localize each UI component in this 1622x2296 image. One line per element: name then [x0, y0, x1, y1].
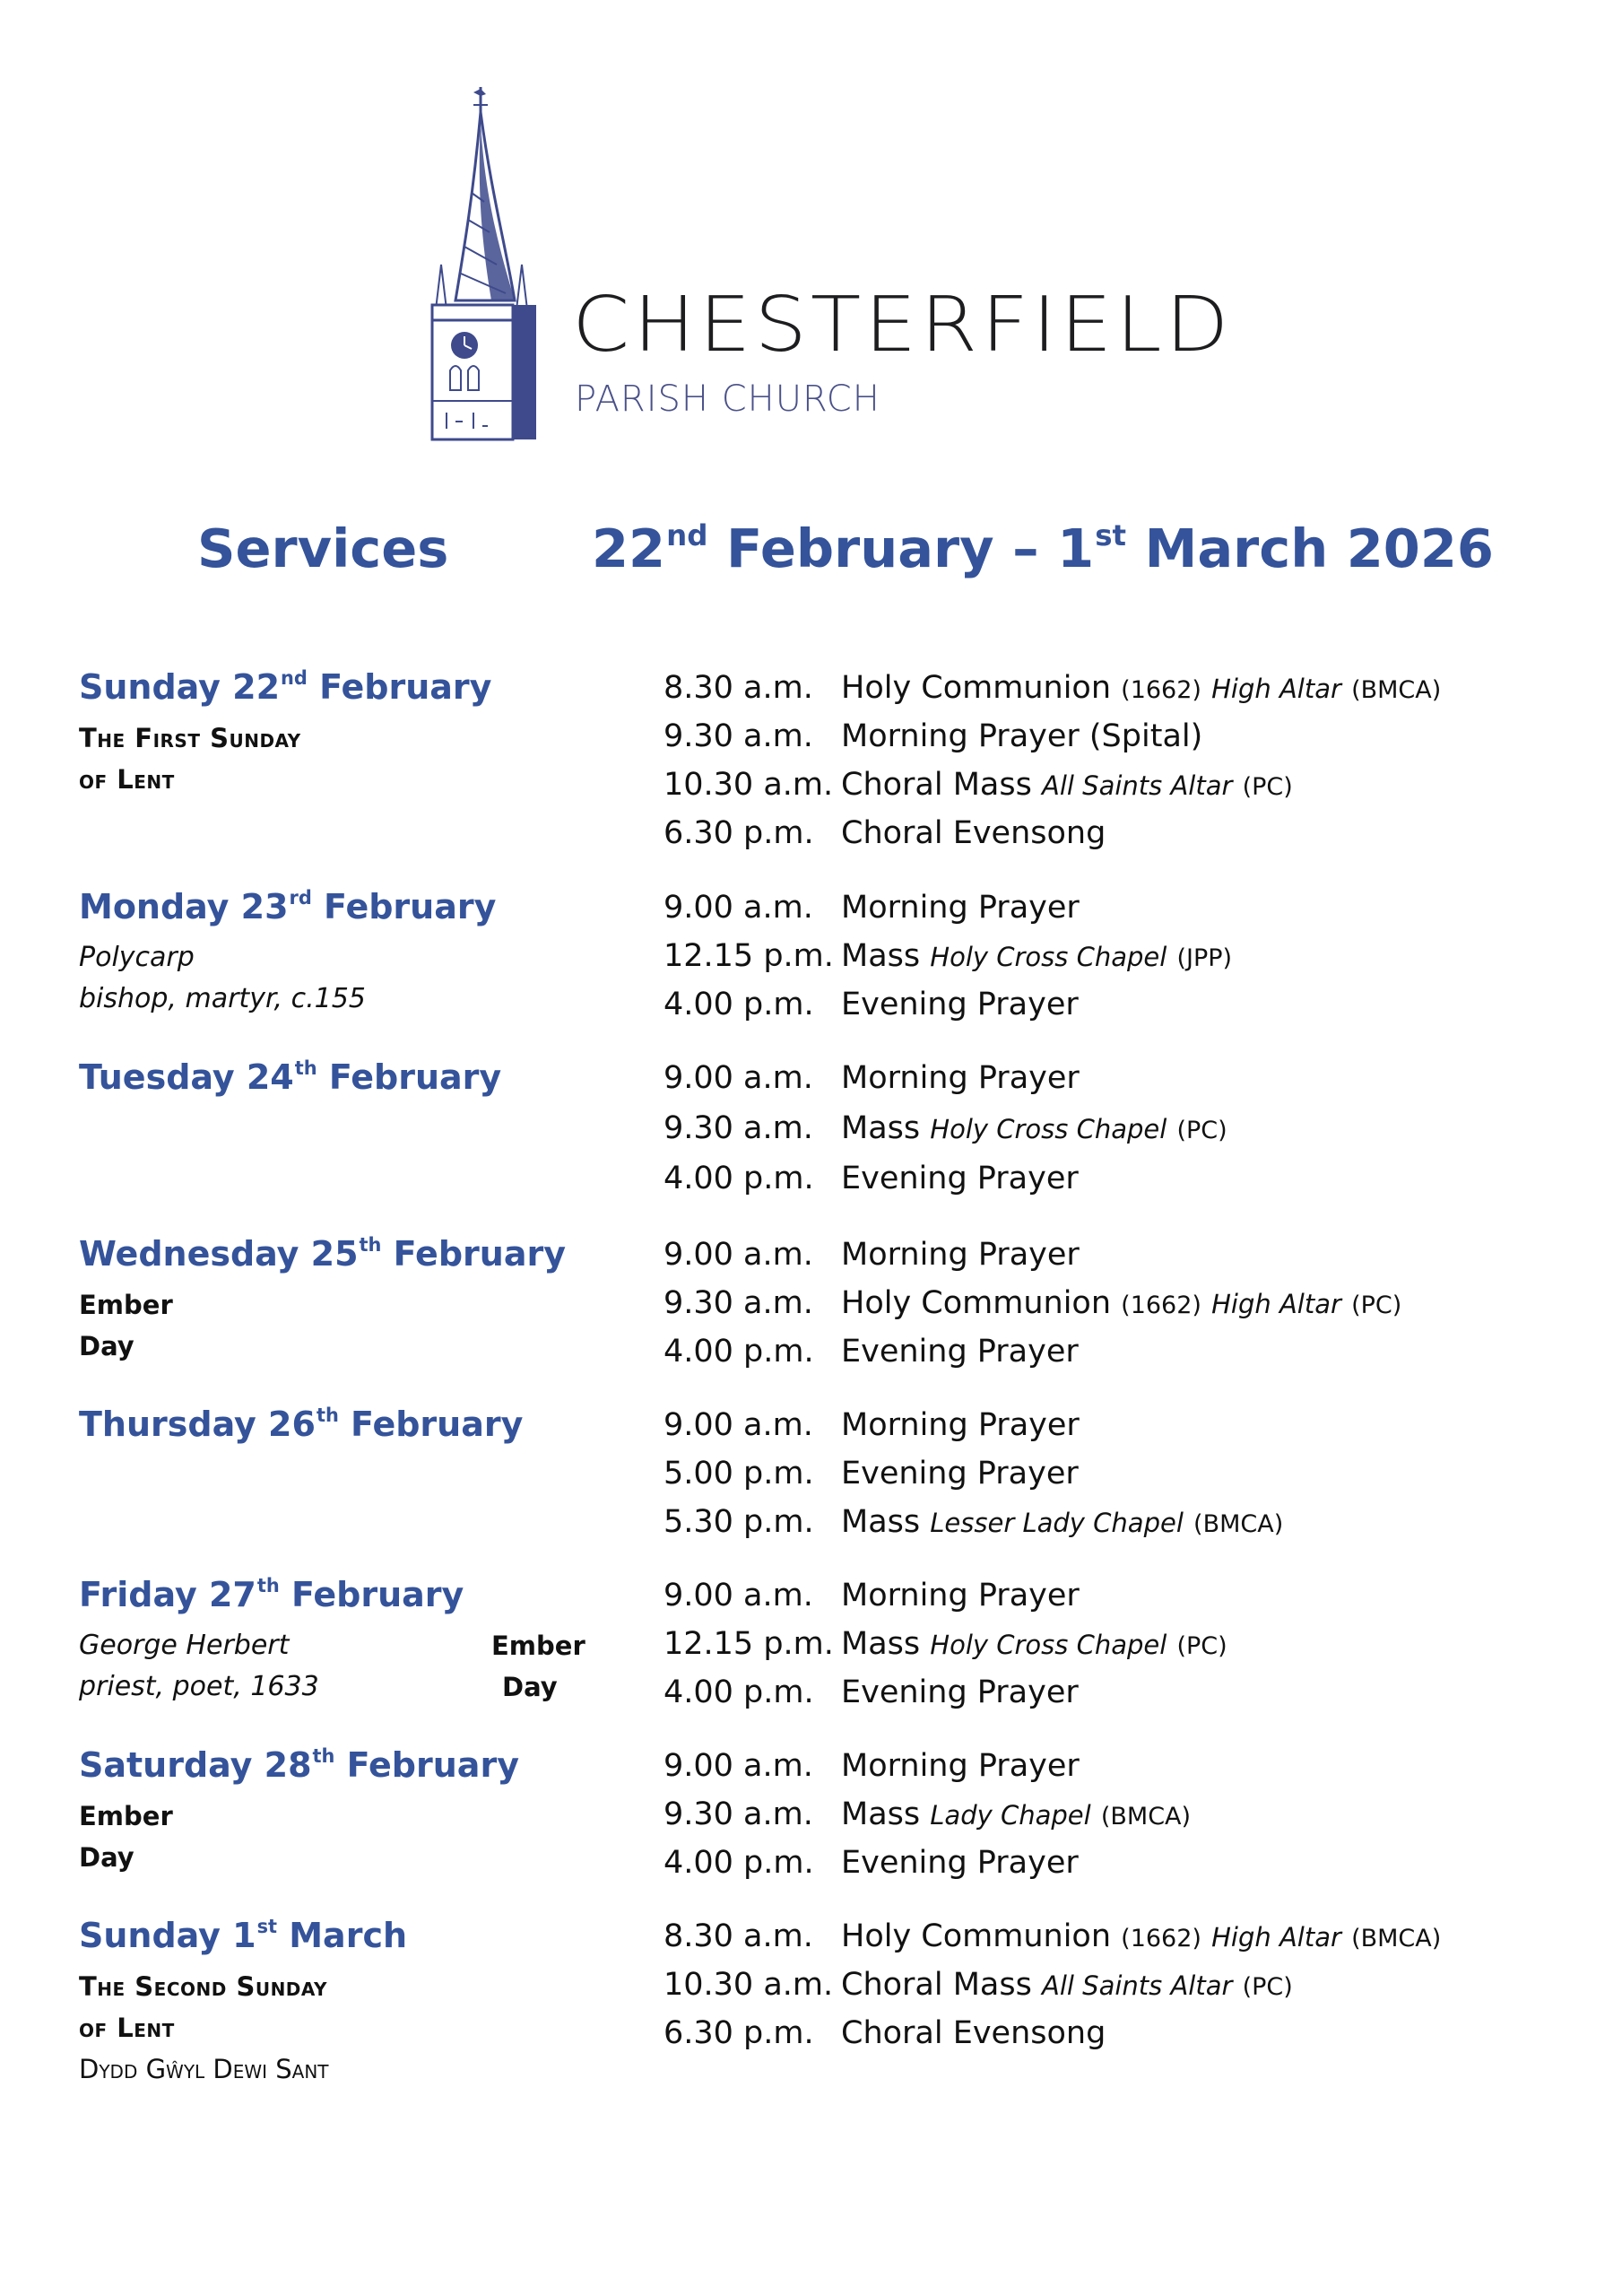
day-heading: Monday 23rd February: [79, 887, 497, 926]
day-heading: Tuesday 24th February: [79, 1057, 502, 1097]
crooked-spire-icon: [429, 85, 554, 444]
range-end-ordinal: st: [1095, 517, 1127, 552]
saint-note: Polycarp: [79, 942, 195, 973]
ember-day-note: Ember Day: [491, 1631, 585, 1702]
day-heading: Wednesday 25th February: [79, 1234, 566, 1274]
date-range-heading: [592, 513, 1494, 585]
day-notes: [79, 718, 635, 800]
day-notes: [79, 1284, 635, 1367]
ember-day-note: Day: [79, 1331, 134, 1361]
church-wordmark: CHESTERFIELD: [572, 280, 1233, 370]
day-heading: Sunday 1st March: [79, 1916, 408, 1955]
services-heading: Services: [197, 517, 449, 579]
day-heading: Friday 27th February: [79, 1575, 464, 1614]
day-heading: Thursday 26th February: [79, 1405, 524, 1444]
ember-day-note: Ember: [79, 1801, 173, 1831]
day-heading: Saturday 28th February: [79, 1745, 519, 1785]
church-subtitle: PARISH CHURCH: [575, 378, 880, 420]
church-logo: [429, 85, 1233, 444]
liturgical-note: of Lent: [79, 764, 175, 795]
day-notes: [79, 1796, 635, 1878]
ember-day-note: Ember: [79, 1290, 173, 1320]
saint-note: priest, poet, 1633: [79, 1671, 319, 1702]
range-end: March 2026: [1126, 517, 1494, 579]
feast-note: Dydd Gŵyl Dewi Sant: [79, 2054, 329, 2084]
range-middle: February – 1: [707, 517, 1095, 579]
day-notes: [79, 1966, 635, 2090]
liturgical-note: The First Sunday: [79, 723, 301, 753]
saint-note: bishop, martyr, c.155: [79, 983, 366, 1014]
page-title: [0, 513, 1622, 585]
day-heading: Sunday 22nd February: [79, 667, 492, 707]
range-start-ordinal: nd: [666, 517, 708, 552]
day-notes: [79, 1625, 635, 1708]
range-start-day: 22: [592, 517, 666, 579]
liturgical-note: The Second Sunday: [79, 1971, 327, 2002]
day-notes: [79, 937, 635, 1020]
ember-day-note: Day: [79, 1842, 134, 1873]
liturgical-note: of Lent: [79, 2013, 175, 2043]
saint-note: George Herbert: [79, 1630, 290, 1661]
